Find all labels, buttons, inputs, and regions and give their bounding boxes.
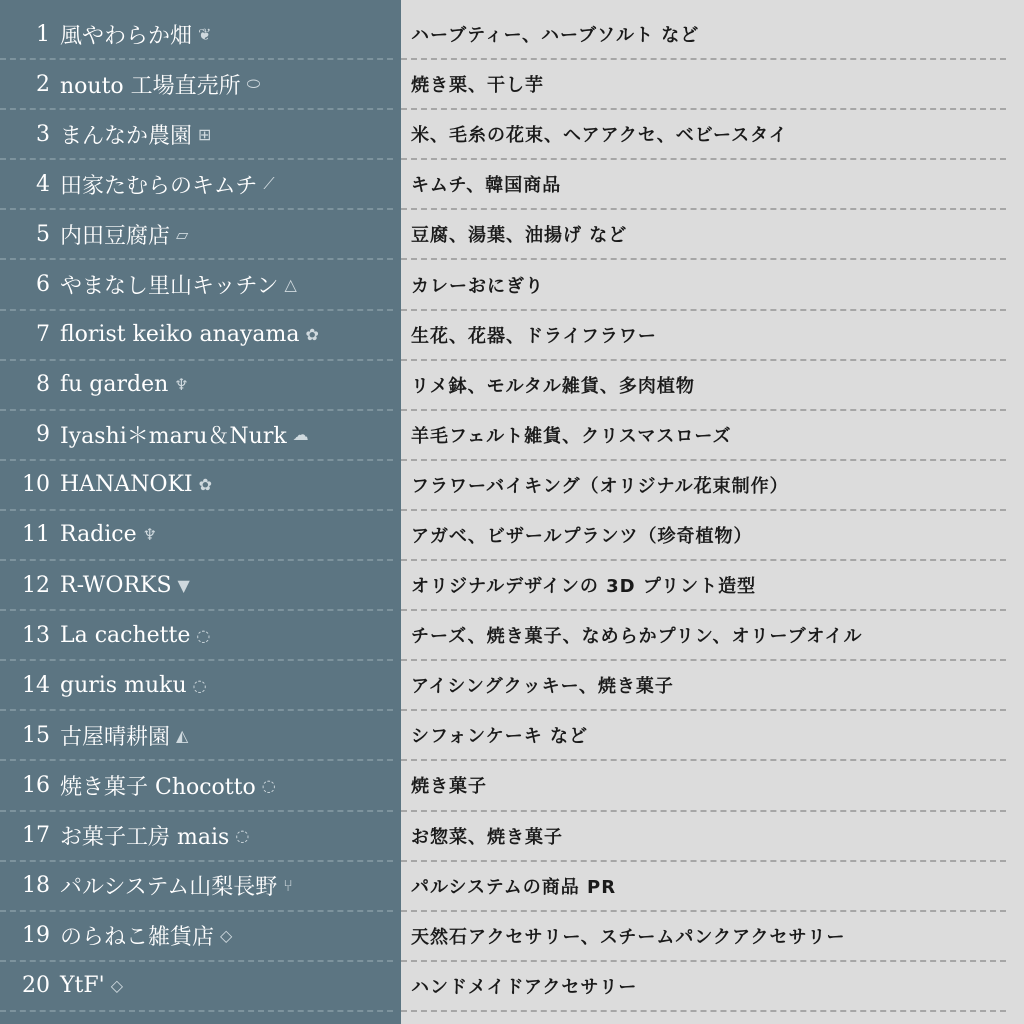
product-row: 羊毛フェルト雑貨、クリスマスローズ: [401, 411, 1006, 461]
product-row: ハーブティー、ハーブソルト など: [401, 10, 1006, 60]
shop-row: [0, 260, 393, 310]
product-row: 生花、花器、ドライフラワー: [401, 311, 1006, 361]
cookie-icon: ◌: [192, 675, 207, 695]
shop-number: 15: [22, 722, 50, 748]
shop-name: 風やわらか畑: [60, 23, 193, 49]
shop-name: のらねこ雑貨店: [60, 925, 215, 951]
shop-row: [0, 561, 393, 611]
shop-name: florist keiko anayama: [60, 322, 300, 348]
chili-pepper-icon: ⟋: [263, 174, 275, 194]
shop-row: [0, 160, 393, 210]
flower-icon: ✿: [305, 325, 319, 345]
shop-name: Radice: [60, 522, 137, 548]
shop-row: [0, 210, 393, 260]
product-row: アイシングクッキー、焼き菓子: [401, 661, 1006, 711]
potted-plant-icon: ♆: [174, 375, 189, 395]
shop-number: 2: [36, 71, 50, 97]
fork-knife-icon: ⑂: [283, 876, 293, 896]
shop-number: 11: [22, 522, 50, 548]
gift-icon: ⊞: [198, 124, 212, 144]
shop-row: [0, 611, 393, 661]
shop-name-column: [0, 0, 401, 1024]
shop-name: パルシステム山梨長野: [60, 875, 278, 901]
shop-row: [0, 661, 393, 711]
shop-name: お菓子工房 mais: [60, 825, 230, 851]
shop-number: 8: [36, 372, 50, 398]
product-row: パルシステムの商品 PR: [401, 862, 1006, 912]
shop-name: guris muku: [60, 672, 187, 698]
product-row: お惣菜、焼き菓子: [401, 812, 1006, 862]
product-row: シフォンケーキ など: [401, 711, 1006, 761]
shop-name: やまなし里山キッチン: [60, 274, 279, 300]
shop-row: [0, 10, 393, 60]
shop-number: 13: [22, 622, 50, 648]
shop-number: 18: [22, 873, 50, 899]
shop-name: 焼き菓子 Chocotto: [60, 774, 256, 800]
shop-row: [0, 912, 393, 962]
shop-number: 20: [22, 973, 50, 999]
shop-name: まんなか農園: [60, 123, 193, 149]
product-row: リメ鉢、モルタル雑貨、多肉植物: [401, 361, 1006, 411]
cookie-icon: ◌: [261, 775, 276, 795]
product-row: オリジナルデザインの 3D プリント造型: [401, 561, 1006, 611]
product-row: アガベ、ビザールプランツ（珍奇植物）: [401, 511, 1006, 561]
shop-name: Iyashi＊maru＆Nurk: [60, 424, 287, 450]
product-row: キムチ、韓国商品: [401, 160, 1006, 210]
shop-number: 9: [36, 422, 50, 448]
sweet-potato-icon: ⬭: [246, 74, 261, 94]
cake-icon: ◭: [176, 725, 189, 745]
shop-number: 19: [22, 923, 50, 949]
shop-name: 古屋晴耕園: [60, 724, 171, 750]
shop-number: 12: [22, 572, 50, 598]
shop-row: [0, 461, 393, 511]
shop-name: 田家たむらのキムチ: [60, 173, 258, 199]
shop-number: 14: [22, 672, 50, 698]
gem-icon: ◇: [220, 926, 233, 946]
product-row: 天然石アクセサリー、スチームパンクアクセサリー: [401, 912, 1006, 962]
onigiri-icon: △: [284, 275, 297, 295]
potted-plant-icon: ♆: [142, 525, 157, 545]
product-row: フラワーバイキング（オリジナル花束制作）: [401, 461, 1006, 511]
shop-number: 3: [36, 121, 50, 147]
product-row: 焼き菓子: [401, 761, 1006, 811]
shop-row: [0, 962, 393, 1012]
tofu-icon: ▱: [176, 224, 189, 244]
product-row: 豆腐、湯葉、油揚げ など: [401, 210, 1006, 260]
shop-number: 6: [36, 272, 50, 298]
shop-row: [0, 110, 393, 160]
product-column: [401, 0, 1024, 1024]
shop-name: 内田豆腐店: [60, 223, 171, 249]
shop-row: [0, 511, 393, 561]
shop-number: 1: [36, 21, 50, 47]
gem-icon: ◇: [110, 976, 123, 996]
shop-row: [0, 761, 393, 811]
shop-name: nouto 工場直売所: [60, 73, 241, 99]
shop-name: YtF': [60, 973, 105, 999]
shop-row: [0, 862, 393, 912]
product-row: 焼き栗、干し芋: [401, 60, 1006, 110]
flower-icon: ✿: [198, 475, 213, 495]
cookie-icon: ◌: [235, 826, 250, 846]
shop-number: 17: [22, 823, 50, 849]
product-row: カレーおにぎり: [401, 260, 1006, 310]
shop-row: [0, 411, 393, 461]
shop-row: [0, 60, 393, 110]
shop-number: 16: [22, 772, 50, 798]
shop-row: [0, 361, 393, 411]
cookie-icon: ◌: [196, 625, 211, 645]
sheep-icon: ☁: [292, 425, 309, 445]
shop-number: 7: [36, 322, 50, 348]
product-row: 米、毛糸の花束、ヘアアクセ、ベビースタイ: [401, 110, 1006, 160]
shop-name: La cachette: [60, 622, 191, 648]
shop-row: [0, 711, 393, 761]
shop-name: fu garden: [60, 372, 169, 398]
shop-number: 5: [36, 221, 50, 247]
shop-name: HANANOKI: [60, 472, 193, 498]
shop-row: [0, 812, 393, 862]
shop-number: 10: [22, 472, 50, 498]
shop-number: 4: [36, 171, 50, 197]
shop-name: R-WORKS: [60, 572, 172, 598]
leaf-icon: ❦: [198, 24, 212, 44]
cup-icon: ▼: [177, 575, 190, 595]
shop-row: [0, 311, 393, 361]
product-row: ハンドメイドアクセサリー: [401, 962, 1006, 1012]
product-row: チーズ、焼き菓子、なめらかプリン、オリーブオイル: [401, 611, 1006, 661]
